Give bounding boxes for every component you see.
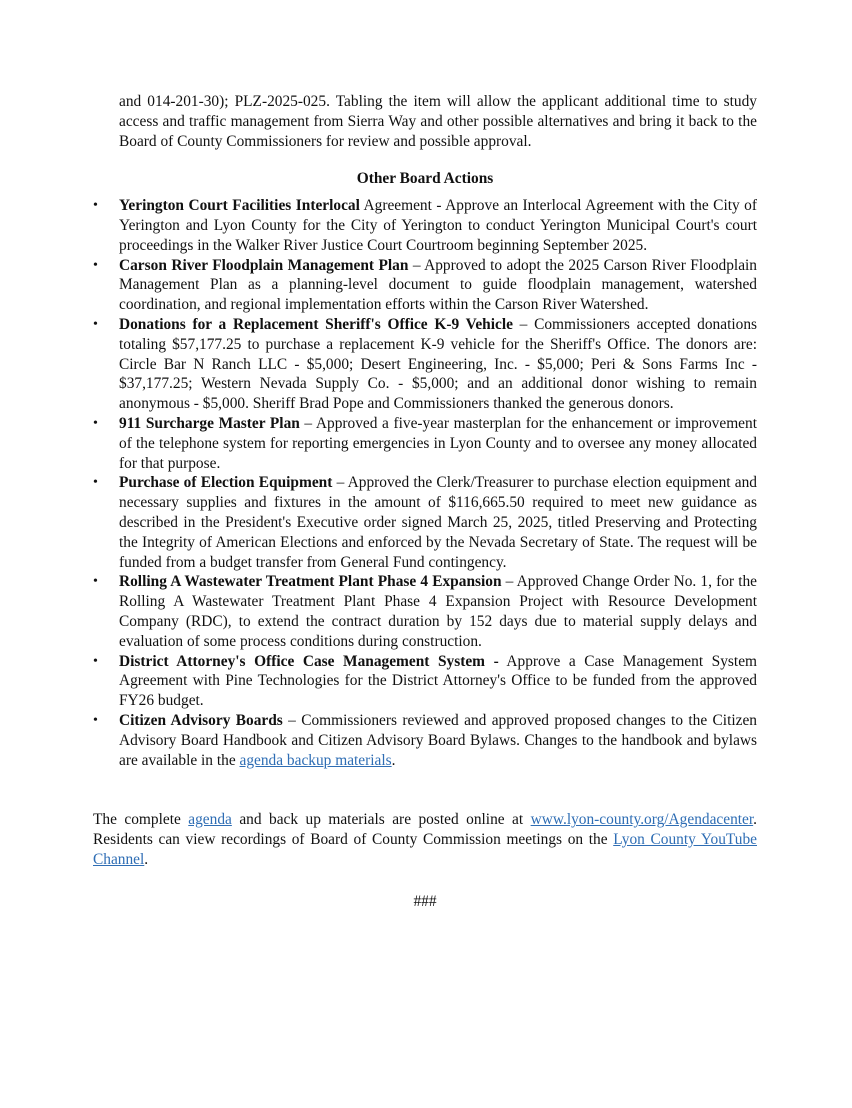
action-title: Donations for a Replacement Sheriff's Office K-9 Vehicle (119, 315, 513, 333)
agenda-center-link[interactable]: www.lyon-county.org/Agendacenter (530, 811, 754, 829)
list-item (93, 414, 757, 473)
bullet-icon: • (93, 257, 98, 273)
list-item (93, 652, 757, 711)
board-actions-list (93, 196, 757, 770)
action-text: – Approved a five-year masterplan for the enhancement or improvement of the telephone system for reporting emergencies in Lyon County and to oversee any money allocated for that purpose. (119, 414, 757, 472)
list-item (93, 572, 757, 651)
action-title: 911 Surcharge Master Plan (119, 414, 300, 432)
action-text: Approve a Case Management System Agreement with Pine Technologies for the District Attorney's Office to be funded from the approved FY26 budget. (119, 652, 758, 710)
closing-text: and back up materials are posted online at (231, 811, 531, 829)
end-mark: ### (413, 892, 437, 910)
action-title: Rolling A Wastewater Treatment Plant Phase 4 Expansion (119, 573, 502, 591)
bullet-icon: • (93, 574, 98, 590)
action-title: Purchase of Election Equipment (119, 474, 333, 492)
youtube-channel-link[interactable]: Lyon County YouTube Channel (93, 831, 757, 868)
action-text: – Commissioners accepted donations totaling $57,177.25 to purchase a replacement K-9 vehicle for the Sheriff's Office. The donors are: Circle Bar N Ranch LLC - $5,000; Desert Engineering, Inc. - $5,000; Peri & Sons Farms Inc - $37,177.25; Western Nevada Supply Co. - $5,000; and an additional donor wishing to remain anonymous - $5,000. Sheriff Brad Pope and Commissioners thanked the generous donors. (119, 315, 757, 413)
intro-paragraph: and 014-201-30); PLZ-2025-025. Tabling the item will allow the applicant additional time to study access and traffic management from Sierra Way and other possible alternatives and bring it back to the Board of County Commissioners for review and possible approval. (119, 93, 757, 150)
bullet-icon: • (93, 316, 98, 332)
bullet-icon: • (93, 475, 98, 491)
closing-text: The complete (93, 811, 189, 829)
action-title: Yerington Court Facilities Interlocal (119, 197, 360, 215)
action-text: – Commissioners reviewed and approved proposed changes to the Citizen Advisory Board Handbook and Citizen Advisory Board Bylaws. Changes to the handbook and bylaws are available in the (119, 711, 757, 769)
section-title: Other Board Actions (356, 170, 494, 188)
bullet-icon: • (93, 712, 98, 728)
list-item (93, 473, 757, 572)
list-item (93, 196, 757, 255)
action-text-end: . (391, 751, 396, 769)
list-item (93, 256, 757, 315)
bullet-icon: • (93, 653, 98, 669)
list-item (93, 711, 757, 770)
agenda-backup-materials-link[interactable]: agenda backup materials (239, 751, 392, 769)
action-text: – Approved Change Order No. 1, for the Rolling A Wastewater Treatment Plant Phase 4 Expansion Project with Resource Development Company (RDC), to extend the contract duration by 152 days due to material supply delays and evaluation of some process conditions during construction. (119, 573, 758, 650)
action-title: Carson River Floodplain Management Plan (119, 256, 409, 274)
bullet-icon: • (93, 198, 98, 214)
closing-text: . (144, 850, 149, 868)
agenda-link[interactable]: agenda (188, 811, 232, 829)
list-item (93, 315, 757, 414)
bullet-icon: • (93, 415, 98, 431)
press-release-page (93, 92, 757, 911)
closing-text: . Residents can view recordings of Board of County Commission meetings on the (93, 811, 758, 849)
action-title: District Attorney's Office Case Management System - (119, 652, 499, 670)
action-title: Citizen Advisory Boards (119, 711, 283, 729)
closing-paragraph (93, 810, 757, 869)
action-text: – Approved the Clerk/Treasurer to purchase election equipment and necessary supplies and fixtures in the amount of $116,665.50 required to meet new guidance as described in the President's Executive order signed March 25, 2025, titled Preserving and Protecting the Integrity of American Elections and enforced by the Nevada Secretary of State. The request will be funded from a budget transfer from General Fund contingency. (119, 474, 758, 571)
action-text: Agreement - Approve an Interlocal Agreement with the City of Yerington and Lyon County for the City of Yerington to conduct Yerington Municipal Court's court proceedings in the Walker River Justice Court Courtroom beginning September 2025. (119, 197, 758, 254)
action-text: – Approved to adopt the 2025 Carson River Floodplain Management Plan as a planning-level document to guide floodplain management, watershed coordination, and regional implementation efforts within the Carson River Watershed. (119, 256, 757, 314)
